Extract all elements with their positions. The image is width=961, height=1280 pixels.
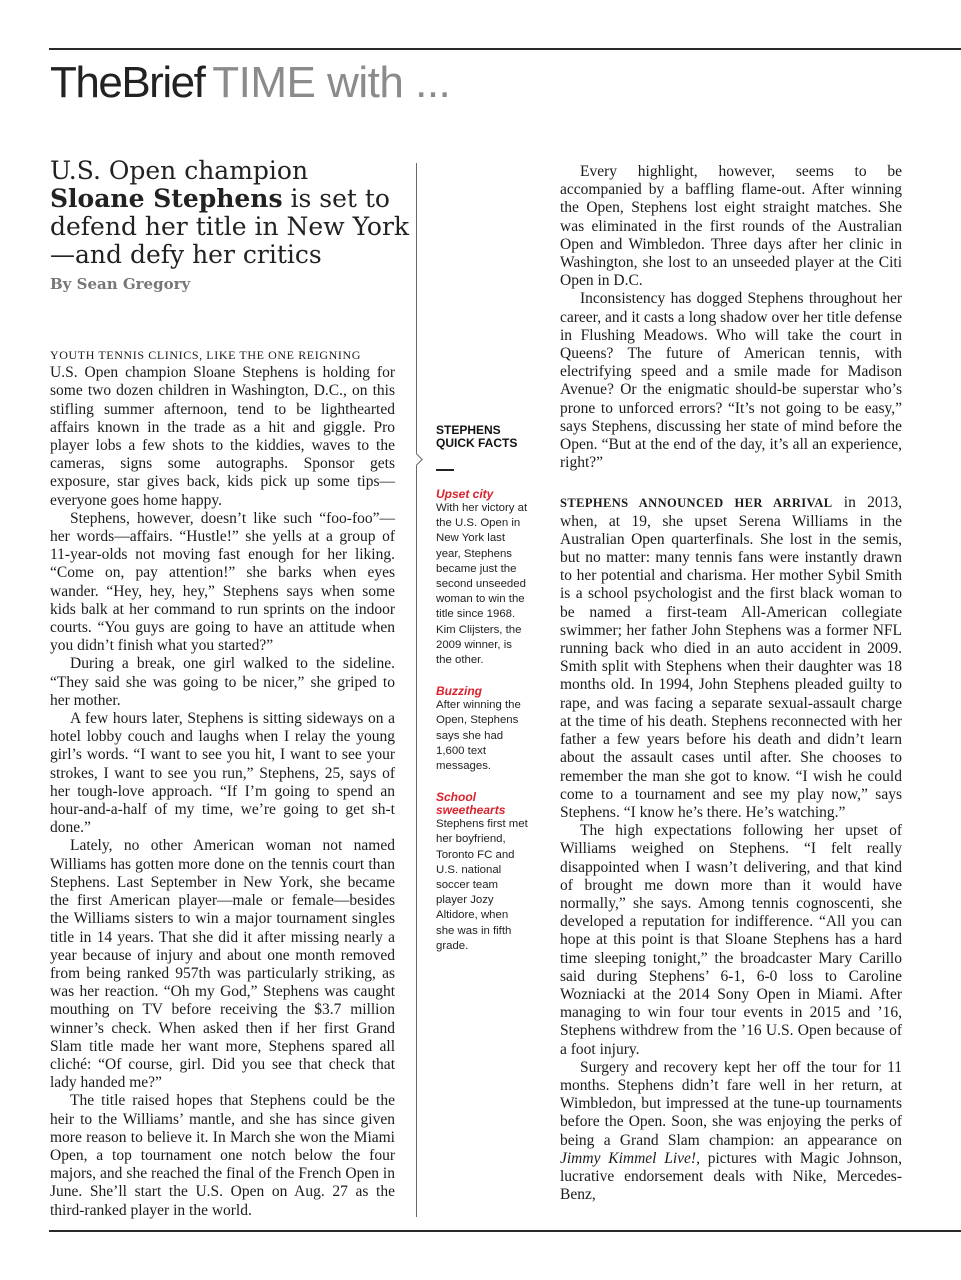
headline-name: Sloane Stephens <box>50 184 283 213</box>
show-title: Jimmy Kimmel Live!, <box>560 1149 700 1167</box>
quick-facts-title: STEPHENS QUICK FACTS <box>436 423 518 450</box>
paragraph-text: in 2013, when, at 19, she upset Serena Williams in the Australian Open quarterfinals. She lost in the semis, but no matter: many tennis fans were instantly drawn to her potential and charisma. Her mother Sybil Smith is a school psychologist and the first black woman to be named a first-team All-American collegiate swimmer; her father John Stephens was a former NFL running back who died in an auto accident in 2009. Smith split with Stephens when their daughter was 18 months old. In 1994, John Stephens pleaded guilty to rape, and was facing a separate sexual-assault charge at the time of his death. Stephens reconnected with her father a few years before his death and didn’t learn about the assault cases until after. She chooses to remember the man she got to know. “I wish he could come to a tournament and see my play now,” says Stephens. “I know he’s there. He’s watching.” <box>560 494 902 821</box>
paragraph: The title raised hopes that Stephens could be the heir to the Williams’ mantle, and she has since given more reason to believe it. In March she won the Miami Open, a top tournament one notch below the four majors, and she reached the final of the French Open in June. She’ll start the U.S. Open on Aug. 27 as the third-ranked player in the world. <box>50 1092 395 1219</box>
divider-notch <box>410 453 423 466</box>
fact-body: After winning the Open, Stephens says she had 1,600 text messages. <box>436 699 521 773</box>
paragraph-text: U.S. Open champion Sloane Stephens is holding for some two dozen children in Washington, D.C., on this stifling summer afternoon, tend to be lighthearted affairs known in the trade as a hit and giggle. Pro player lobs a few shots to the kiddies, waves to the cameras, signs some autographs. Sponsor gets exposure, star gives back, kids pick up some tips—everyone goes home happy. <box>50 364 395 509</box>
fact-item <box>436 488 528 668</box>
lead-in: YOUTH TENNIS CLINICS, LIKE THE ONE REIGNING <box>50 348 361 362</box>
paragraph: The high expectations following her upset of Williams weighed on Stephens. “I felt really disappointed when I wasn’t delivering, and that kind of brought me down more than it would have normally,” she says. Among tennis cognoscenti, she developed a reputation for indifference. “All you can hope at this point is that Sloane Stephens has a hard time sleeping tonight,” the broadcaster Mary Carillo said during Stephens’ 6-1, 6-0 loss to Caroline Wozniacki at the 2014 Sony Open in Miami. After managing to win four tour events in 2015 and ’16, Stephens withdrew from the ’16 U.S. Open because of a foot injury. <box>560 822 902 1058</box>
column-divider <box>416 163 417 1217</box>
paragraph: During a break, one girl walked to the sideline. “They said she was going to be nicer,” she griped to her mother. <box>50 655 395 709</box>
fact-body: With her victory at the U.S. Open in New York last year, Stephens became just the second unseeded woman to win the title since 1968. Kim Clijsters, the 2009 winner, is the other. <box>436 502 528 667</box>
fact-body: Stephens first met her boyfriend, Toronto FC and U.S. national soccer team player Jozy Altidore, when she was in fifth grade. <box>436 818 528 952</box>
paragraph: Every highlight, however, seems to be accompanied by a baffling flame-out. After winning the Open, Stephens lost eight straight matches. She was eliminated in the first rounds of the Australian Open and Wimbledon. Three days after her clinic in Washington, she lost to an unseeded player at the Citi Open in D.C. <box>560 163 902 290</box>
top-rule <box>49 48 961 50</box>
article-column-left <box>50 346 395 1220</box>
paragraph-text: pictures with Magic Johnson, lucrative endorsement deals with Nike, Mercedes-Benz, <box>560 1149 902 1204</box>
paragraph-text: Surgery and recovery kept her off the tour for 11 months. Stephens didn’t fare well in her return, at Wimbledon, but impressed at the tune-up tournaments before the Open. Soon, she was enjoying the perks of being a Grand Slam champion: an appearance on <box>560 1058 902 1149</box>
paragraph: A few hours later, Stephens is sitting sideways on a hotel lobby couch and laughs when I relay the young girl’s words. “I want to see you hit, I want to see your strokes, I want to see you run,” Stephens, 25, says of her tough-love approach. “If I’m going to spend an hour-and-a-half of my time, we’re going to get sh-t done.” <box>50 710 395 837</box>
fact-item <box>436 685 528 774</box>
section-title <box>50 58 450 108</box>
quick-facts-sidebar <box>436 424 528 954</box>
paragraph: Lately, no other American woman not named Williams has gotten more done on the tennis court than Stephens. Last September in New York, she became the first American player—male or female—besides the Williams sisters to win a major tournament singles title in 14 years. That she did it after missing nearly a year because of injury and about one month removed from being ranked 957th was particularly striking, as was her reaction. “Oh my God,” Stephens was caught mouthing on TV before receiving the $3.7 million winner’s check. When asked then if her first Grand Slam title made her want more, Stephens spared all cliché: “Of course, girl. Did you see that check that lady handed me?” <box>50 837 395 1092</box>
brief-label: TheBrief <box>50 58 205 107</box>
byline: By Sean Gregory <box>50 275 191 293</box>
headline <box>50 157 410 269</box>
fact-title: Upset city <box>436 487 494 501</box>
paragraph: Stephens, however, doesn’t like such “foo-foo”—her words—affairs. “Hustle!” she yells at a group of 11-year-olds not moving fast enough for her liking. “Come on, pay attention!” she barks when eyes wander. “Hey, hey, hey,” Stephens says when some kids balk at her command to run sprints on the indoor courts. “You guys are going to have an attitude when you didn’t finish what you started?” <box>50 509 395 655</box>
bottom-rule <box>49 1230 961 1232</box>
headline-pre: U.S. Open champion <box>50 156 309 185</box>
section-lead-in: STEPHENS ANNOUNCED HER ARRIVAL <box>560 496 833 511</box>
fact-item <box>436 791 528 954</box>
quick-facts-dash <box>436 469 454 471</box>
paragraph: Inconsistency has dogged Stephens throughout her career, and it casts a long shadow over her title defense in Flushing Meadows. Who will take the court in Queens? The future of American tennis, with electrifying speed and a smile made for Madison Avenue? Or the enigmatic should-be superstar who’s prone to unforced errors? “It’s not going to be easy,” says Stephens, discussing her state of mind before the Open. “But at the end of the day, it’s all an experience, right?” <box>560 290 902 472</box>
fact-title: School sweethearts <box>436 790 506 818</box>
paragraph <box>50 346 395 510</box>
fact-title: Buzzing <box>436 684 482 699</box>
time-with-label: TIME with ... <box>212 58 451 107</box>
headline-post: is set to defend her title in New York—and defy her critics <box>50 184 410 269</box>
article-column-right <box>560 163 902 1204</box>
paragraph <box>560 494 902 822</box>
paragraph <box>560 1059 902 1205</box>
